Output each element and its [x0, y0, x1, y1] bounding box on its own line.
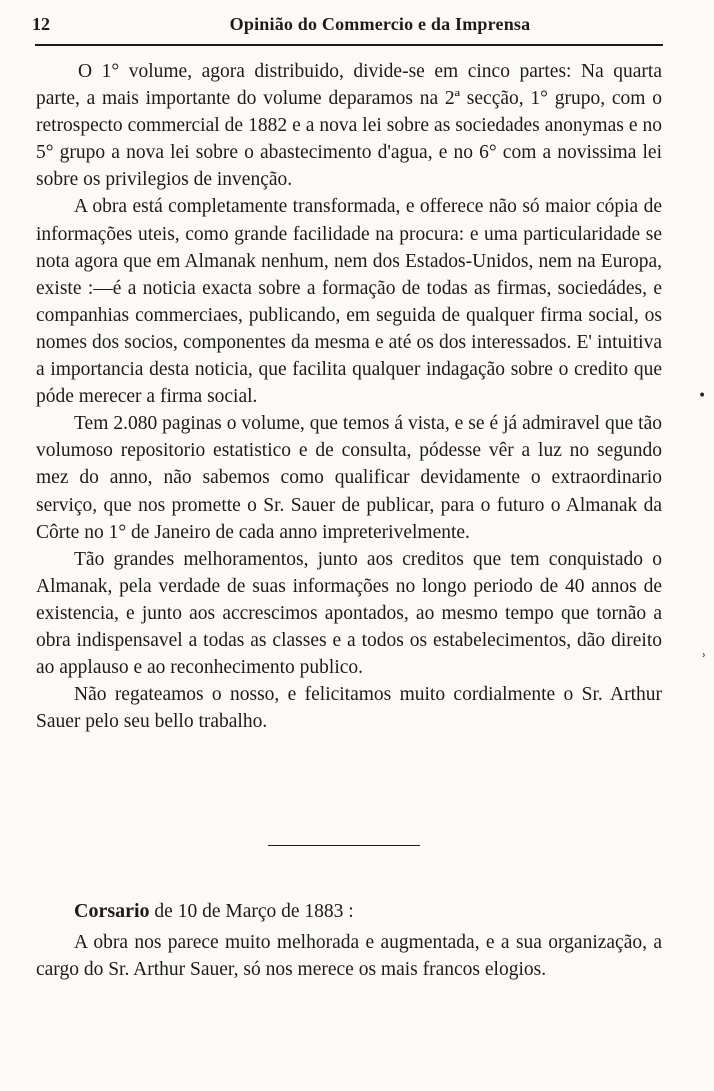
paragraph-transformation: A obra está completamente transformada, e offerece não só maior cópia de informações uteis, como grande facilidade na procura: e uma particularidade se nota agora que em Almanak nenhum, nem dos Estados-Unidos, nem na Europa, existe :—é a noticia exacta sobre a formação de todas as firmas, sociedádes, e companhias commerciaes, publicando, em seguida de qualquer firma social, os nomes dos socios, componentes da mesma e até os dos interessados. E' intuitiva a importancia desta noticia, que facilita qualquer indagação sobre o credito que póde merecer a firma social. — [36, 196, 662, 408]
newspaper-name: Corsario — [74, 900, 150, 922]
corsario-review — [36, 898, 662, 983]
section-divider — [268, 845, 420, 846]
paragraph-page-count: Tem 2.080 paginas o volume, que temos á vista, e se é já admiravel que tão volumoso repositorio estatistico e de consulta, pódesse vêr a luz no segundo mez do anno, não sabemos como qualificar devidamente o extraordinario serviço, que nos promette o Sr. Sauer de publicar, para o futuro o Almanak da Côrte no 1° de Janeiro de cada anno impreterivelmente. — [36, 413, 662, 543]
header-rule — [35, 44, 663, 46]
paragraph-improvements: Tão grandes melhoramentos, junto aos creditos que tem conquistado o Almanak, pela verdade de suas informações no longo periodo de 40 annos de existencia, e junto aos accrescimos apontados, ao mesmo tempo que tornão a obra indispensavel a todas as classes e a todos os estabelecimentos, dão direito ao applauso e ao reconhecimento publico. — [36, 548, 662, 679]
running-title: Opinião do Commercio e da Imprensa — [229, 14, 531, 34]
article-body — [36, 58, 662, 735]
paragraph-congratulations: Não regateamos o nosso, e felicitamos muito cordialmente o Sr. Arthur Sauer pelo seu bello trabalho. — [36, 684, 662, 733]
review-date: de 10 de Março de 1883 : — [154, 901, 354, 922]
corsario-paragraph: A obra nos parece muito melhorada e augmentada, e a sua organização, a cargo do Sr. Arthur Sauer, só nos merece os mais francos elogios. — [36, 932, 662, 981]
paragraph-volume-parts: O 1° volume, agora distribuido, divide-se em cinco partes: Na quarta parte, a mais importante do volume deparamos na 2ª secção, 1° grupo, com o retrospecto commercial de 1882 e a nova lei sobre as sociedades anonymas e no 5° grupo a nova lei sobre o abastecimento d'agua, e no 6° com a novissima lei sobre os privilegios de invenção. — [36, 61, 662, 191]
ink-speck: ʾ — [702, 652, 707, 668]
corsario-heading — [74, 898, 662, 925]
running-head — [30, 10, 670, 40]
ink-speck: • — [698, 388, 707, 404]
page-number: 12 — [32, 14, 50, 34]
